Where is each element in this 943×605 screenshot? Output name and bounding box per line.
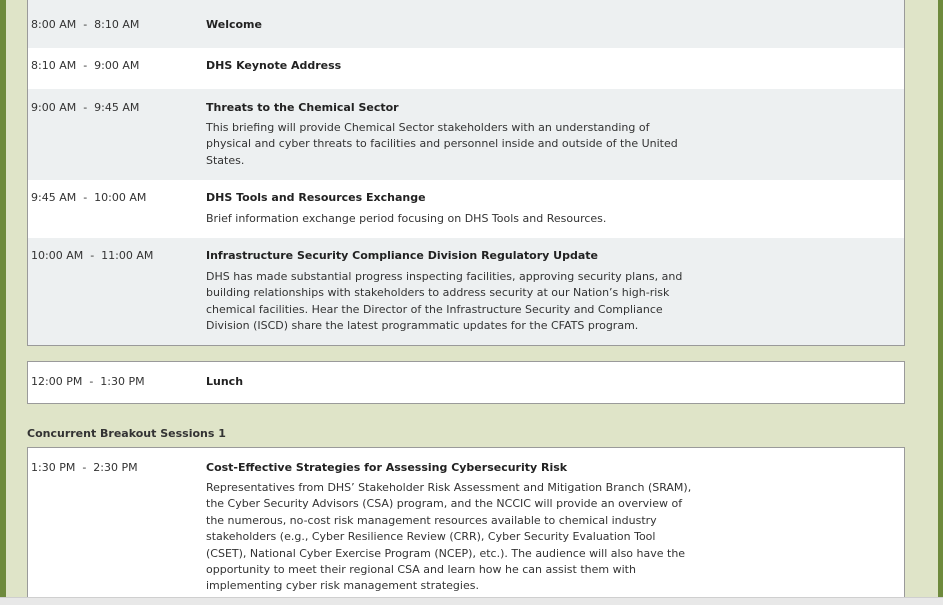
session-time: 8:00 AM - 8:10 AM [31, 18, 140, 31]
agenda-row-tools-exchange [28, 180, 904, 238]
session-time: 9:45 AM - 10:00 AM [31, 191, 147, 204]
left-border [0, 0, 6, 605]
session-time: 12:00 PM - 1:30 PM [31, 375, 145, 388]
section-heading-breakout: Concurrent Breakout Sessions 1 [27, 427, 226, 440]
horizontal-scrollbar[interactable] [0, 597, 943, 605]
session-time: 8:10 AM - 9:00 AM [31, 59, 140, 72]
session-title: DHS Keynote Address [206, 59, 342, 72]
session-title: Cost-Effective Strategies for Assessing Cybersecurity Risk [206, 461, 568, 474]
agenda-block-morning [27, 0, 905, 346]
session-time: 1:30 PM - 2:30 PM [31, 461, 138, 474]
session-title: DHS Tools and Resources Exchange [206, 191, 426, 204]
session-title: Lunch [206, 375, 244, 388]
session-description: Brief information exchange period focusing on DHS Tools and Resources. [206, 212, 607, 225]
session-time: 10:00 AM - 11:00 AM [31, 249, 154, 262]
agenda-row-cyber-risk [28, 448, 904, 600]
agenda-row-keynote [28, 48, 904, 89]
agenda-row-iscd-update [28, 238, 904, 345]
agenda-row-welcome [28, 0, 904, 48]
agenda-block-lunch [27, 361, 905, 404]
agenda-block-breakout [27, 447, 905, 600]
session-title: Threats to the Chemical Sector [206, 101, 399, 114]
session-title: Infrastructure Security Compliance Division Regulatory Update [206, 249, 598, 262]
right-border [938, 0, 943, 605]
session-description: Representatives from DHS’ Stakeholder Risk Assessment and Mitigation Branch (SRAM), the Cyber Security Advisors (CSA) program, and the NCCIC will provide an overview of the numerous, no-cost risk management resources available to chemical industry stakeholders (e.g., Cyber Resilience Review (CRR), Cyber Security Evaluation Tool (CSET), National Cyber Exercise Program (NCEP), etc.). The audience will also have the opportunity to meet their regional CSA and learn how he can assist them with implementing cyber risk management strategies. [206, 481, 692, 593]
session-title: Welcome [206, 18, 262, 31]
session-description: This briefing will provide Chemical Sector stakeholders with an understanding of physical and cyber threats to facilities and personnel inside and outside of the United States. [206, 121, 678, 167]
session-time: 9:00 AM - 9:45 AM [31, 101, 140, 114]
agenda-row-threats [28, 89, 904, 180]
session-description: DHS has made substantial progress inspecting facilities, approving security plans, and building relationships with stakeholders to address security at our Nation’s high-risk chemical facilities. Hear the Director of the Infrastructure Security and Compliance Division (ISCD) share the latest programmatic updates for the CFATS program. [206, 270, 683, 333]
agenda-row-lunch [28, 362, 904, 403]
